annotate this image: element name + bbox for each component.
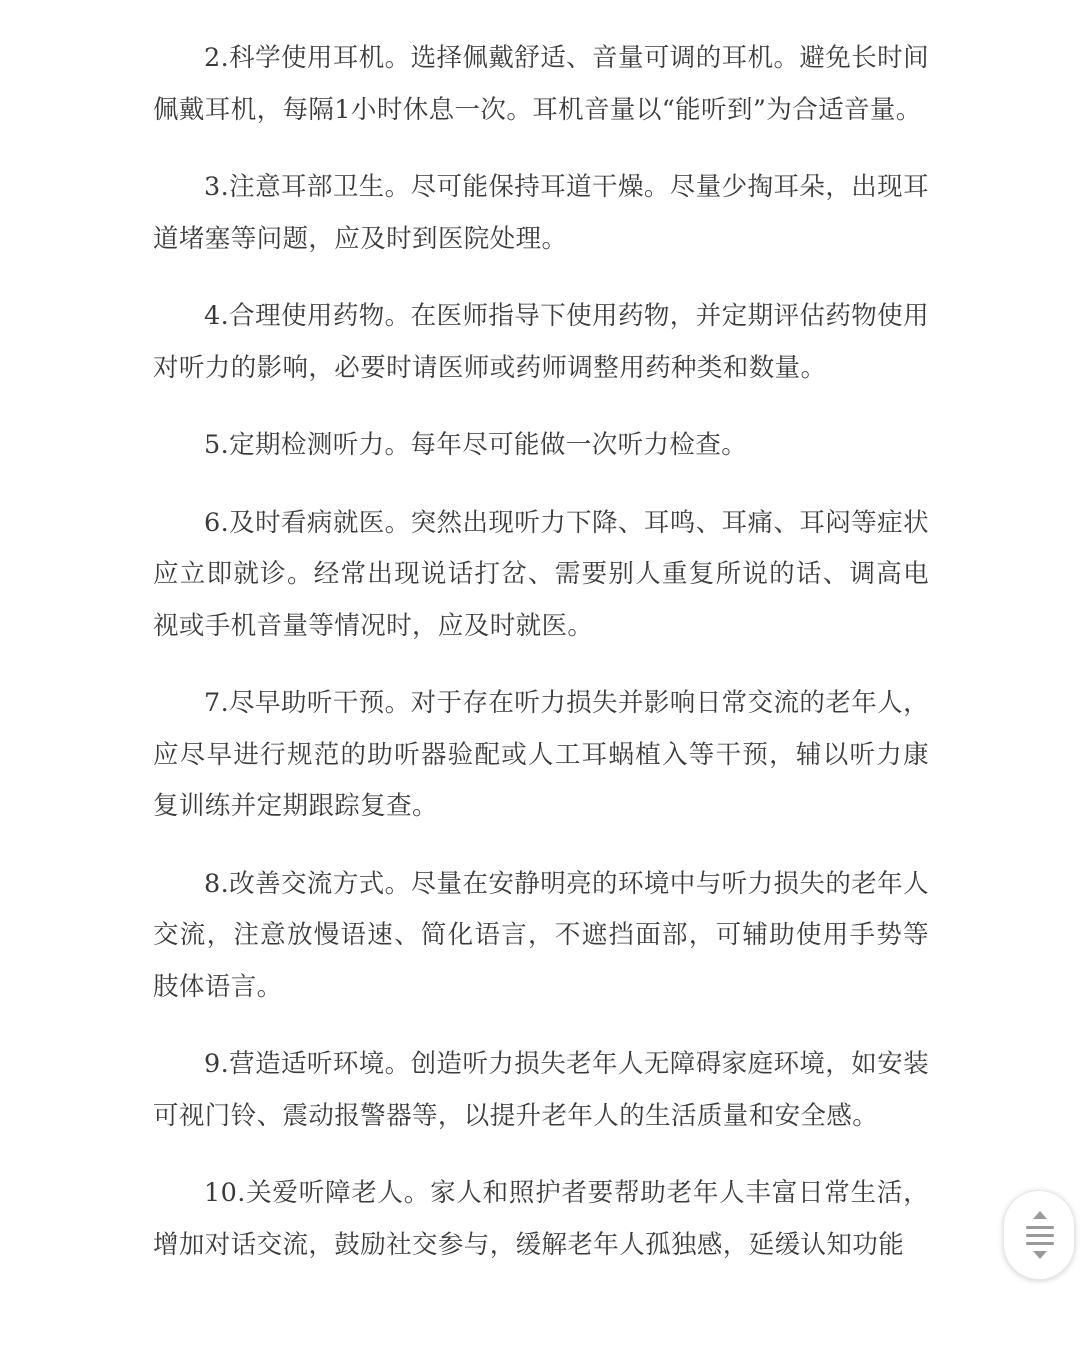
paragraph-item-9: 9.营造适听环境。创造听力损失老年人无障碍家庭环境，如安装可视门铃、震动报警器等，以提升老年人的生活质量和安全感。	[153, 1049, 929, 1131]
article-body	[153, 33, 929, 1297]
paragraph-item-5: 5.定期检测听力。每年尽可能做一次听力检查。	[204, 430, 748, 460]
scroll-up-down-icon	[1022, 1209, 1058, 1263]
paragraph-item-3: 3.注意耳部卫生。尽可能保持耳道干燥。尽量少掏耳朵，出现耳道堵塞等问题，应及时到医院处理。	[153, 172, 929, 254]
paragraph-item-6: 6.及时看病就医。突然出现听力下降、耳鸣、耳痛、耳闷等症状应立即就诊。经常出现说话打岔、需要别人重复所说的话、调高电视或手机音量等情况时，应及时就医。	[153, 507, 929, 641]
paragraph-item-7: 7.尽早助听干预。对于存在听力损失并影响日常交流的老年人，应尽早进行规范的助听器验配或人工耳蜗植入等干预，辅以听力康复训练并定期跟踪复查。	[153, 688, 929, 821]
paragraph-item-8: 8.改善交流方式。尽量在安静明亮的环境中与听力损失的老年人交流，注意放慢语速、简化语言，不遮挡面部，可辅助使用手势等肢体语言。	[153, 868, 929, 1002]
scroll-control-button[interactable]	[1003, 1190, 1075, 1280]
paragraph-item-2: 2.科学使用耳机。选择佩戴舒适、音量可调的耳机。避免长时间佩戴耳机，每隔1小时休息一次。耳机音量以“能听到”为合适音量。	[153, 43, 929, 125]
paragraph-item-10: 10.关爱听障老人。家人和照护者要帮助老年人丰富日常生活，增加对话交流，鼓励社交参与，缓解老年人孤独感，延缓认知功能	[153, 1178, 929, 1260]
paragraph-item-4: 4.合理使用药物。在医师指导下使用药物，并定期评估药物使用对听力的影响，必要时请医师或药师调整用药种类和数量。	[153, 301, 929, 383]
